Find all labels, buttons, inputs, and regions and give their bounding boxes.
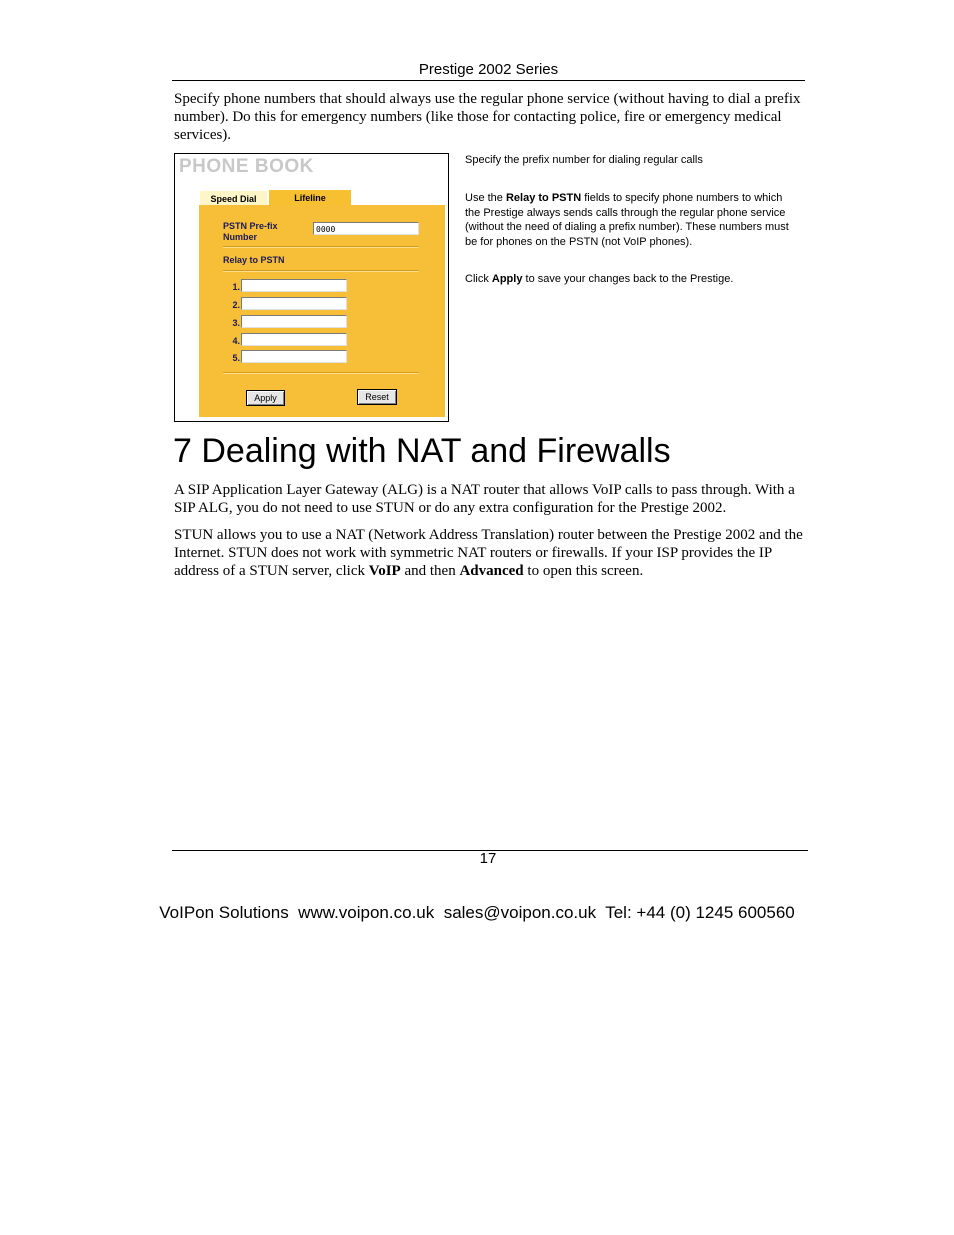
footer-contact: VoIPon Solutions www.voipon.co.uk sales@voipon.co.uk Tel: +44 (0) 1245 600560	[159, 903, 795, 922]
separator	[223, 246, 419, 248]
chapter-title: 7 Dealing with NAT and Firewalls	[173, 432, 671, 470]
separator	[223, 270, 419, 272]
apply-button[interactable]: Apply	[246, 390, 285, 406]
tab-lifeline[interactable]: Lifeline	[269, 190, 351, 206]
bold-term-voip: VoIP	[368, 563, 401, 579]
relay-input-4[interactable]	[241, 333, 347, 346]
note-text: to save your changes back to the Prestige.	[522, 273, 734, 285]
prefix-label: PSTN Pre-fix Number	[223, 221, 278, 242]
relay-input-1[interactable]	[241, 279, 347, 292]
note-text: Click	[465, 273, 492, 285]
intro-paragraph: Specify phone numbers that should always use the regular phone service (without having to dial a prefix number). Do this for emergency numbers (like those for contacting police, fire or emergency medical services).	[174, 91, 801, 143]
page-number: 17	[479, 850, 497, 867]
paragraph-text: STUN allows you to use a NAT (Network Address Translation) router between the Prestige 2002 and the Internet. STUN does not work with symmetric NAT routers or firewalls. If your ISP provides the IP address of a STUN server, click	[174, 527, 803, 579]
prefix-number-input[interactable]: 0000	[313, 222, 419, 235]
paragraph-text: and then	[400, 563, 460, 579]
bold-term-advanced: Advanced	[459, 563, 524, 579]
note-bold-term: Apply	[491, 273, 523, 285]
relay-row-number: 2.	[232, 300, 240, 310]
note-text: Use the	[465, 192, 506, 204]
relay-input-2[interactable]	[241, 297, 347, 310]
reset-button[interactable]: Reset	[357, 389, 397, 405]
alg-paragraph: A SIP Application Layer Gateway (ALG) is a NAT router that allows VoIP calls to pass through. With a SIP ALG, you do not need to use STUN or do any extra configuration for the Prestige 2002.	[174, 482, 795, 516]
relay-input-3[interactable]	[241, 315, 347, 328]
prefix-note: Specify the prefix number for dialing regular calls	[465, 154, 703, 166]
note-text: fields to specify phone numbers to which the Prestige always sends calls through the regular phone service (without the need of dialing a prefix number). These numbers must be for phones on the PSTN (not VoIP phones).	[465, 192, 789, 248]
paragraph-text: to open this screen.	[523, 563, 644, 579]
running-header: Prestige 2002 Series	[418, 61, 559, 78]
phone-book-panel	[199, 205, 445, 417]
phone-book-screenshot	[174, 153, 449, 422]
relay-row-number: 1.	[232, 282, 240, 292]
note-bold-term: Relay to PSTN	[505, 192, 582, 204]
relay-label: Relay to PSTN	[223, 255, 285, 265]
relay-row-number: 5.	[232, 353, 240, 363]
relay-note	[465, 191, 800, 249]
tab-speed-dial[interactable]: Speed Dial	[200, 190, 267, 207]
stun-paragraph	[174, 526, 806, 580]
header-rule	[172, 80, 805, 81]
apply-note	[465, 272, 800, 287]
relay-row-number: 3.	[232, 318, 240, 328]
phone-book-title: PHONE BOOK	[179, 156, 314, 177]
relay-row-number: 4.	[232, 336, 240, 346]
relay-input-5[interactable]	[241, 350, 347, 363]
separator	[223, 372, 419, 374]
